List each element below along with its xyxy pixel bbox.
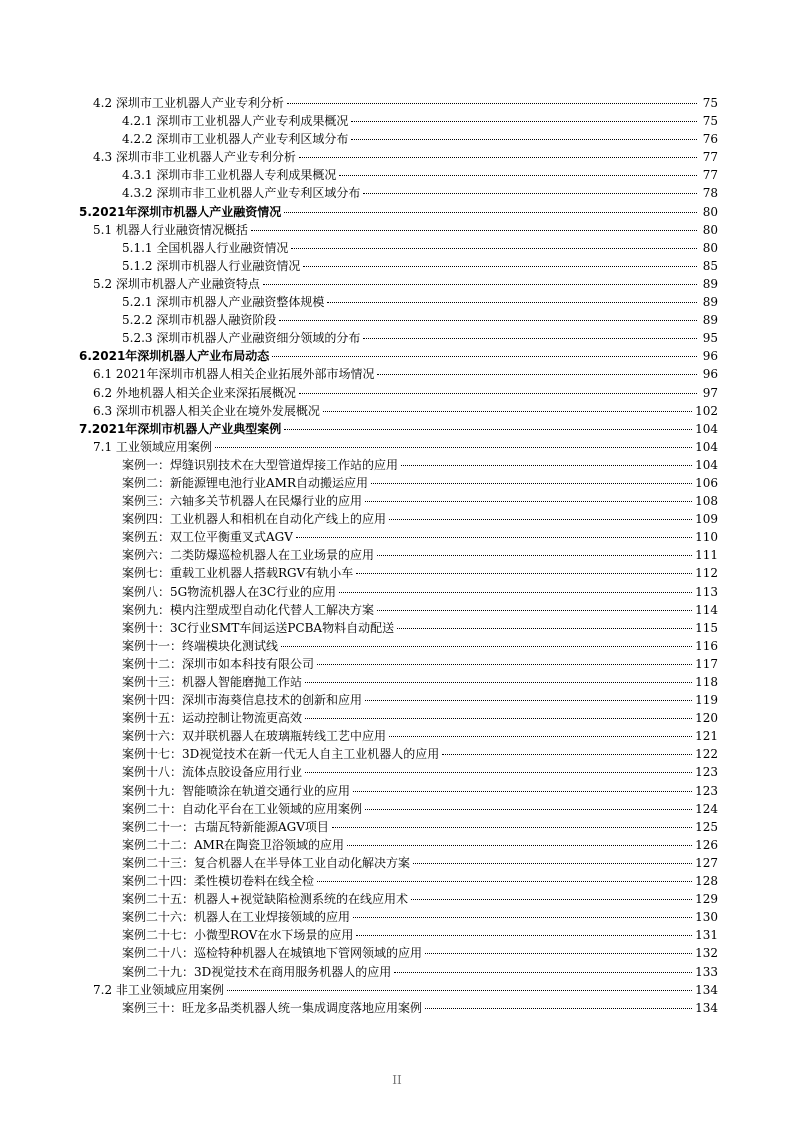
toc-subsection-entry[interactable]: [0, 257, 794, 275]
toc-entry-page-number: 122: [695, 747, 718, 762]
toc-dot-leader: [365, 809, 692, 810]
toc-entry-page-number: 104: [695, 457, 718, 472]
toc-entry-title: 案例二十三：复合机器人在半导体工业自动化解决方案: [122, 855, 411, 870]
toc-dot-leader: [353, 791, 692, 792]
toc-subsection-entry[interactable]: [0, 763, 794, 781]
toc-dot-leader: [272, 356, 697, 357]
toc-dot-leader: [305, 682, 692, 683]
toc-entry-title: 案例二十一：古瑞瓦特新能源AGV项目: [122, 819, 329, 834]
toc-dot-leader: [251, 230, 697, 231]
toc-entry-page-number: 89: [702, 313, 718, 328]
toc-entry-page-number: 120: [695, 711, 718, 726]
toc-dot-leader: [351, 121, 697, 122]
toc-subsection-entry[interactable]: [0, 836, 794, 854]
toc-dot-leader: [284, 212, 697, 213]
toc-entry-page-number: 114: [695, 602, 718, 617]
toc-subsection-entry[interactable]: [0, 239, 794, 257]
toc-chapter-entry[interactable]: [0, 203, 794, 221]
toc-entry-title: 7.2021年深圳市机器人产业典型案例: [79, 421, 282, 436]
toc-entry-title: 案例二：新能源锂电池行业AMR自动搬运应用: [122, 475, 368, 490]
toc-entry-page-number: 123: [695, 765, 718, 780]
toc-entry-page-number: 75: [702, 114, 718, 129]
toc-entry-page-number: 131: [695, 928, 718, 943]
toc-entry-title: 案例二十五：机器人+视觉缺陷检测系统的在线应用术: [122, 892, 409, 907]
toc-entry-title: 6.2021年深圳机器人产业布局动态: [79, 349, 270, 364]
toc-dot-leader: [305, 772, 692, 773]
toc-entry-page-number: 113: [695, 584, 718, 599]
toc-section-entry[interactable]: [0, 365, 794, 383]
toc-section-entry[interactable]: [0, 148, 794, 166]
toc-dot-leader: [411, 899, 692, 900]
toc-subsection-entry[interactable]: [0, 546, 794, 564]
toc-entry-title: 案例九：模内注塑成型自动化代替人工解决方案: [122, 602, 375, 617]
toc-subsection-entry[interactable]: [0, 474, 794, 492]
toc-entry-title: 5.2.2 深圳市机器人融资阶段: [122, 313, 277, 328]
toc-subsection-entry[interactable]: [0, 583, 794, 601]
toc-dot-leader: [339, 175, 697, 176]
toc-entry-page-number: 134: [695, 982, 718, 997]
toc-subsection-entry[interactable]: [0, 528, 794, 546]
toc-dot-leader: [389, 736, 692, 737]
toc-dot-leader: [284, 429, 692, 430]
toc-chapter-entry[interactable]: [0, 420, 794, 438]
toc-subsection-entry[interactable]: [0, 510, 794, 528]
toc-dot-leader: [413, 863, 692, 864]
toc-entry-title: 案例三：六轴多关节机器人在民爆行业的应用: [122, 494, 363, 509]
toc-dot-leader: [279, 320, 697, 321]
toc-entry-title: 6.2 外地机器人相关企业来深拓展概况: [93, 385, 296, 400]
toc-entry-page-number: 109: [695, 512, 718, 527]
toc-entry-page-number: 117: [695, 656, 718, 671]
toc-entry-title: 5.2.1 深圳市机器人产业融资整体规模: [122, 295, 325, 310]
toc-entry-title: 案例十三：机器人智能磨抛工作站: [122, 675, 303, 689]
toc-entry-page-number: 111: [695, 548, 718, 563]
toc-dot-leader: [353, 917, 692, 918]
toc-entry-title: 6.1 2021年深圳市机器人相关企业拓展外部市场情况: [93, 367, 375, 382]
toc-entry-page-number: 80: [702, 222, 718, 237]
toc-entry-page-number: 126: [695, 837, 718, 852]
toc-entry-title: 案例二十七：小微型ROV在水下场景的应用: [122, 928, 354, 943]
toc-entry-title: 案例二十四：柔性模切卷料在线全检: [122, 874, 315, 889]
toc-entry-page-number: 129: [695, 892, 718, 907]
toc-subsection-entry[interactable]: [0, 926, 794, 944]
toc-subsection-entry[interactable]: [0, 908, 794, 926]
toc-entry-page-number: 112: [695, 566, 718, 581]
toc-section-entry[interactable]: [0, 981, 794, 999]
page-number: II: [392, 1073, 402, 1087]
toc-dot-leader: [394, 972, 692, 973]
toc-entry-page-number: 89: [702, 276, 718, 291]
toc-dot-leader: [377, 610, 692, 611]
toc-subsection-entry[interactable]: [0, 782, 794, 800]
toc-entry-page-number: 80: [702, 240, 718, 255]
toc-section-entry[interactable]: [0, 275, 794, 293]
toc-dot-leader: [291, 248, 697, 249]
toc-dot-leader: [365, 501, 692, 502]
toc-subsection-entry[interactable]: [0, 944, 794, 962]
toc-subsection-entry[interactable]: [0, 727, 794, 745]
toc-entry-page-number: 130: [695, 910, 718, 925]
toc-entry-page-number: 78: [702, 186, 718, 201]
toc-subsection-entry[interactable]: [0, 818, 794, 836]
toc-entry-title: 案例十九：智能喷涂在轨道交通行业的应用: [122, 783, 351, 798]
toc-entry-page-number: 128: [695, 874, 718, 889]
toc-entry-page-number: 76: [702, 132, 718, 147]
toc-dot-leader: [442, 754, 692, 755]
toc-subsection-entry[interactable]: [0, 130, 794, 148]
toc-entry-title: 案例二十九：3D视觉技术在商用服务机器人的应用: [122, 964, 392, 979]
toc-subsection-entry[interactable]: [0, 601, 794, 619]
toc-dot-leader: [317, 664, 692, 665]
toc-entry-title: 4.3.1 深圳市非工业机器人专利成果概况: [122, 168, 337, 183]
toc-entry-page-number: 132: [695, 946, 718, 961]
toc-entry-title: 5.2 深圳市机器人产业融资特点: [93, 276, 260, 291]
toc-dot-leader: [227, 990, 692, 991]
toc-subsection-entry[interactable]: [0, 184, 794, 202]
toc-dot-leader: [425, 1008, 692, 1009]
toc-entry-title: 案例八：5G物流机器人在3C行业的应用: [122, 584, 337, 599]
toc-entry-page-number: 95: [702, 331, 718, 346]
toc-subsection-entry[interactable]: [0, 745, 794, 763]
toc-entry-page-number: 118: [695, 675, 718, 689]
toc-entry-title: 案例一：焊缝识别技术在大型管道焊接工作站的应用: [122, 457, 399, 472]
toc-subsection-entry[interactable]: [0, 311, 794, 329]
toc-subsection-entry[interactable]: [0, 637, 794, 655]
toc-entry-title: 5.1 机器人行业融资情况概括: [93, 222, 248, 237]
toc-entry-page-number: 77: [702, 168, 718, 183]
toc-subsection-entry[interactable]: [0, 999, 794, 1017]
toc-entry-title: 4.3.2 深圳市非工业机器人产业专利区域分布: [122, 186, 361, 201]
toc-subsection-entry[interactable]: [0, 564, 794, 582]
toc-entry-title: 案例十八：流体点胶设备应用行业: [122, 765, 303, 780]
toc-entry-page-number: 110: [695, 530, 718, 545]
toc-entry-title: 案例三十：旺龙多品类机器人统一集成调度落地应用案例: [122, 1000, 423, 1015]
toc-dot-leader: [371, 483, 692, 484]
toc-section-entry[interactable]: [0, 438, 794, 456]
toc-dot-leader: [323, 411, 692, 412]
toc-entry-title: 7.2 非工业领域应用案例: [93, 982, 224, 997]
toc-entry-title: 5.1.2 深圳市机器人行业融资情况: [122, 258, 301, 273]
toc-entry-page-number: 75: [702, 96, 718, 110]
toc-dot-leader: [351, 139, 697, 140]
toc-entry-title: 4.3 深圳市非工业机器人产业专利分析: [93, 150, 296, 165]
toc-entry-page-number: 89: [702, 295, 718, 310]
table-of-contents: [0, 94, 794, 1017]
toc-entry-title: 案例四：工业机器人和相机在自动化产线上的应用: [122, 512, 387, 527]
toc-chapter-entry[interactable]: [0, 347, 794, 365]
toc-dot-leader: [377, 374, 697, 375]
toc-dot-leader: [263, 284, 697, 285]
toc-dot-leader: [365, 700, 692, 701]
toc-entry-page-number: 96: [702, 349, 718, 364]
toc-dot-leader: [339, 592, 692, 593]
toc-entry-title: 案例十：3C行业SMT车间运送PCBA物料自动配送: [122, 620, 395, 635]
toc-entry-page-number: 96: [702, 367, 718, 382]
toc-entry-page-number: 123: [695, 783, 718, 798]
toc-entry-title: 案例二十二：AMR在陶瓷卫浴领域的应用: [122, 837, 344, 852]
toc-subsection-entry[interactable]: [0, 709, 794, 727]
toc-dot-leader: [389, 519, 692, 520]
toc-dot-leader: [397, 628, 692, 629]
toc-dot-leader: [303, 266, 697, 267]
toc-dot-leader: [281, 646, 692, 647]
toc-dot-leader: [356, 935, 692, 936]
toc-subsection-entry[interactable]: [0, 166, 794, 184]
toc-entry-page-number: 77: [702, 150, 718, 165]
toc-entry-title: 案例十二：深圳市如本科技有限公司: [122, 656, 315, 671]
toc-entry-title: 6.3 深圳市机器人相关企业在境外发展概况: [93, 403, 320, 418]
toc-entry-title: 案例十六：双并联机器人在玻璃瓶转线工艺中应用: [122, 729, 387, 744]
toc-subsection-entry[interactable]: [0, 673, 794, 691]
toc-entry-title: 案例二十六：机器人在工业焊接领域的应用: [122, 910, 351, 925]
toc-subsection-entry[interactable]: [0, 329, 794, 347]
toc-entry-title: 案例五：双工位平衡重叉式AGV: [122, 530, 293, 545]
toc-dot-leader: [363, 193, 697, 194]
toc-entry-page-number: 102: [695, 403, 718, 418]
toc-entry-page-number: 124: [695, 801, 718, 816]
toc-dot-leader: [425, 953, 692, 954]
toc-entry-page-number: 104: [695, 421, 718, 436]
toc-subsection-entry[interactable]: [0, 293, 794, 311]
toc-subsection-entry[interactable]: [0, 655, 794, 673]
toc-entry-title: 案例二十：自动化平台在工业领域的应用案例: [122, 801, 363, 816]
toc-entry-page-number: 115: [695, 620, 718, 635]
toc-subsection-entry[interactable]: [0, 112, 794, 130]
toc-entry-title: 案例十五：运动控制让物流更高效: [122, 711, 303, 726]
toc-entry-title: 案例七：重载工业机器人搭载RGV有轨小车: [122, 566, 354, 581]
toc-entry-page-number: 116: [695, 638, 718, 653]
toc-entry-title: 4.2 深圳市工业机器人产业专利分析: [93, 96, 284, 110]
toc-entry-page-number: 119: [695, 693, 718, 708]
toc-entry-title: 案例十四：深圳市海葵信息技术的创新和应用: [122, 693, 363, 708]
toc-section-entry[interactable]: [0, 384, 794, 402]
toc-subsection-entry[interactable]: [0, 800, 794, 818]
toc-entry-page-number: 108: [695, 494, 718, 509]
toc-dot-leader: [356, 573, 692, 574]
toc-section-entry[interactable]: [0, 94, 794, 112]
toc-entry-page-number: 97: [702, 385, 718, 400]
toc-subsection-entry[interactable]: [0, 492, 794, 510]
toc-entry-page-number: 134: [695, 1000, 718, 1015]
toc-subsection-entry[interactable]: [0, 854, 794, 872]
toc-entry-page-number: 85: [702, 258, 718, 273]
toc-subsection-entry[interactable]: [0, 456, 794, 474]
toc-entry-title: 5.2.3 深圳市机器人产业融资细分领域的分布: [122, 331, 361, 346]
toc-subsection-entry[interactable]: [0, 963, 794, 981]
toc-subsection-entry[interactable]: [0, 619, 794, 637]
toc-entry-title: 5.2021年深圳市机器人产业融资情况: [79, 204, 282, 219]
toc-dot-leader: [347, 845, 692, 846]
toc-section-entry[interactable]: [0, 221, 794, 239]
toc-dot-leader: [363, 338, 697, 339]
toc-entry-title: 5.1.1 全国机器人行业融资情况: [122, 240, 289, 255]
toc-entry-title: 4.2.2 深圳市工业机器人产业专利区域分布: [122, 132, 349, 147]
toc-entry-page-number: 133: [695, 964, 718, 979]
toc-subsection-entry[interactable]: [0, 872, 794, 890]
toc-dot-leader: [215, 447, 692, 448]
toc-entry-title: 7.1 工业领域应用案例: [93, 439, 212, 454]
toc-dot-leader: [296, 537, 692, 538]
toc-entry-page-number: 121: [695, 729, 718, 744]
toc-dot-leader: [377, 555, 692, 556]
toc-entry-page-number: 125: [695, 819, 718, 834]
toc-entry-title: 案例十七：3D视觉技术在新一代无人自主工业机器人的应用: [122, 747, 440, 762]
toc-dot-leader: [305, 718, 692, 719]
toc-dot-leader: [317, 881, 692, 882]
toc-entry-title: 案例十一：终端模块化测试线: [122, 638, 279, 653]
toc-entry-page-number: 127: [695, 855, 718, 870]
toc-entry-title: 案例六：二类防爆巡检机器人在工业场景的应用: [122, 548, 375, 563]
toc-entry-page-number: 80: [702, 204, 718, 219]
toc-entry-title: 案例二十八：巡检特种机器人在城镇地下管网领域的应用: [122, 946, 423, 961]
toc-entry-title: 4.2.1 深圳市工业机器人产业专利成果概况: [122, 114, 349, 129]
toc-entry-page-number: 106: [695, 475, 718, 490]
toc-dot-leader: [401, 465, 692, 466]
toc-subsection-entry[interactable]: [0, 691, 794, 709]
toc-dot-leader: [332, 827, 692, 828]
toc-dot-leader: [327, 302, 697, 303]
toc-section-entry[interactable]: [0, 402, 794, 420]
toc-subsection-entry[interactable]: [0, 890, 794, 908]
toc-entry-page-number: 104: [695, 439, 718, 454]
toc-dot-leader: [299, 157, 697, 158]
toc-dot-leader: [299, 393, 697, 394]
toc-dot-leader: [287, 103, 697, 104]
